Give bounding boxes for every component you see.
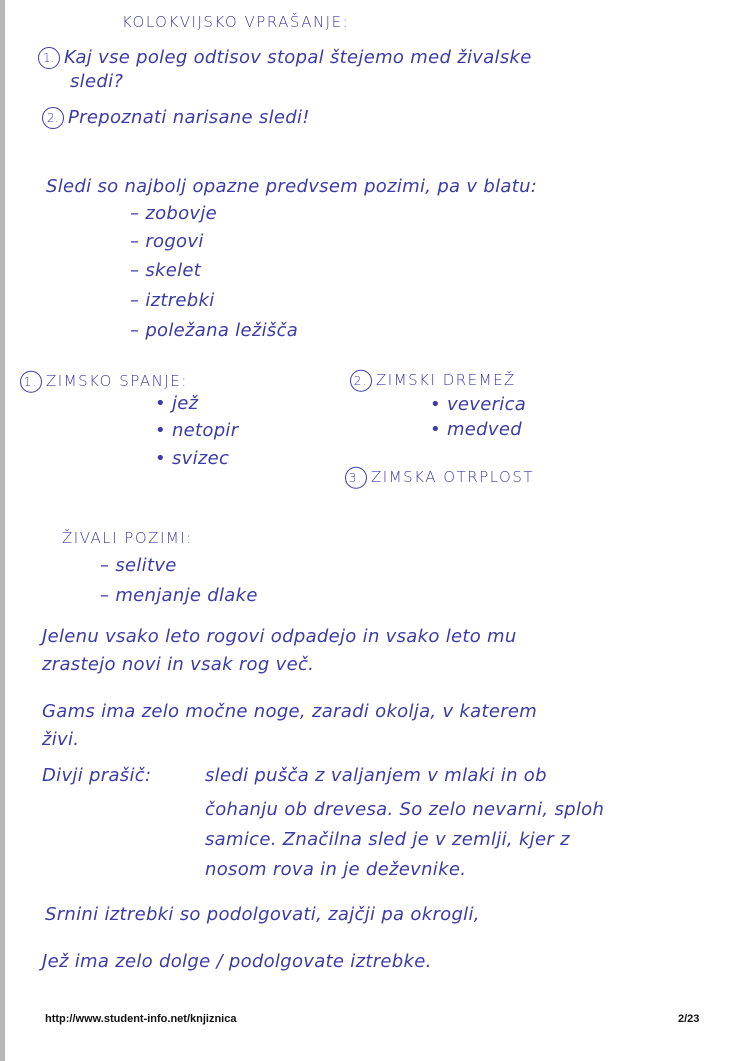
boar-paragraph-cont: čohanju ob drevesa. So zelo nevarni, sploh	[205, 799, 605, 820]
deer-paragraph-cont: zrastejo novi in vsak rog več.	[42, 654, 315, 675]
page-number: 2/23	[678, 1013, 700, 1025]
signs-intro: Sledi so najbolj opazne predvsem pozimi, pa v blatu:	[46, 176, 538, 197]
question-number: 1.	[38, 47, 60, 69]
animals-winter-heading: ŽIVALI POZIMI:	[62, 529, 193, 547]
section-label: ZIMSKA OTRPLOST	[371, 467, 535, 486]
list-item: • netopir	[155, 420, 239, 441]
section-label: ZIMSKO SPANJE:	[46, 371, 188, 390]
list-item: • veverica	[430, 394, 527, 415]
question-text: Kaj vse poleg odtisov stopal štejemo med živalske	[64, 47, 532, 68]
list-item: – skelet	[130, 260, 202, 281]
section-number: 1.	[20, 370, 42, 392]
list-item: • medved	[430, 419, 522, 440]
chamois-paragraph-cont: živi.	[42, 729, 80, 750]
list-item: – menjanje dlake	[100, 585, 258, 606]
question-1-cont: sledi?	[70, 71, 124, 92]
winter-doze-heading	[350, 369, 516, 392]
droppings-paragraph-cont: Jež ima zelo dolge / podolgovate iztrebke.	[42, 951, 432, 972]
boar-paragraph: sledi pušča z valjanjem v mlaki in ob	[205, 765, 547, 786]
page-title: KOLOKVIJSKO VPRAŠANJE:	[122, 13, 350, 31]
droppings-paragraph: Srnini iztrebki so podolgovati, zajčji pa okrogli,	[45, 904, 480, 925]
section-label: ZIMSKI DREMEŽ	[376, 370, 516, 389]
winter-torpor-heading	[345, 466, 534, 489]
list-item: – zobovje	[130, 203, 218, 224]
question-number: 2.	[42, 107, 64, 129]
list-item: • jež	[155, 393, 199, 414]
boar-paragraph-cont: samice. Značilna sled je v zemlji, kjer z	[205, 829, 570, 850]
chamois-paragraph: Gams ima zelo močne noge, zaradi okolja, v katerem	[42, 701, 538, 722]
boar-paragraph-cont: nosom rova in je deževnike.	[205, 859, 467, 880]
list-item: – poležana ležišča	[130, 320, 299, 341]
list-item: – rogovi	[130, 231, 204, 252]
scan-edge	[0, 0, 5, 1061]
section-number: 2.	[350, 369, 372, 391]
footer-url[interactable]: http://www.student-info.net/knjiznica	[45, 1013, 237, 1025]
list-item: • svizec	[155, 448, 230, 469]
winter-sleep-heading	[20, 370, 188, 393]
list-item: – selitve	[100, 555, 177, 576]
question-text: Prepoznati narisane sledi!	[68, 107, 310, 128]
deer-paragraph: Jelenu vsako leto rogovi odpadejo in vsako leto mu	[42, 626, 517, 647]
section-number: 3.	[345, 466, 367, 488]
question-2	[42, 107, 310, 129]
boar-label: Divji prašič:	[42, 765, 152, 786]
list-item: – iztrebki	[130, 290, 215, 311]
question-1	[38, 47, 532, 69]
